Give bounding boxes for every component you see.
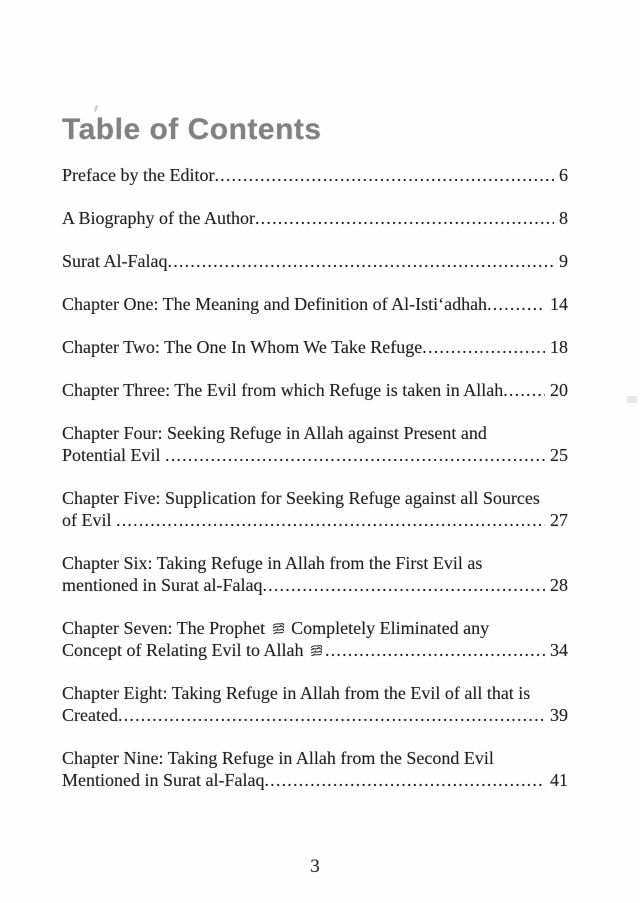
dot-leader xyxy=(214,164,554,186)
dot-leader xyxy=(118,704,545,726)
toc-entry-text: Chapter One: The Meaning and Definition of Al-Isti‘adhah xyxy=(62,294,488,314)
dot-leader xyxy=(264,769,545,791)
toc-entry-text: A Biography of the Author xyxy=(62,208,255,228)
toc-page-number: 28 xyxy=(550,575,568,595)
toc-entry-text: Chapter Four: Seeking Refuge in Allah against Present and xyxy=(62,423,487,443)
dot-leader xyxy=(503,379,545,401)
dot-leader xyxy=(487,293,545,315)
footer-page-number: 3 xyxy=(310,856,320,877)
toc-entry-line xyxy=(62,617,568,639)
toc-page-number: 20 xyxy=(550,380,568,400)
dot-leader xyxy=(165,444,545,466)
toc-entry-text: Surat Al-Falaq xyxy=(62,251,168,271)
toc-entry-text: Preface by the Editor xyxy=(62,165,215,185)
dot-leader xyxy=(255,207,554,229)
toc-entry-text: Chapter Six: Taking Refuge in Allah from the First Evil as xyxy=(62,553,483,573)
toc-entry-text: Chapter Two: The One In Whom We Take Refuge xyxy=(62,337,423,357)
toc-entry xyxy=(62,617,568,661)
dot-leader xyxy=(262,574,545,596)
dot-leader xyxy=(116,509,545,531)
toc-entry-line xyxy=(62,769,568,791)
toc-page-number: 8 xyxy=(559,208,568,228)
scan-artifact xyxy=(627,396,637,403)
toc-entry-line xyxy=(62,422,568,444)
toc-entry-text: Chapter Five: Supplication for Seeking Refuge against all Sources xyxy=(62,488,540,508)
toc-list xyxy=(62,164,568,791)
toc-entry-line xyxy=(62,379,568,401)
toc-page-number: 27 xyxy=(550,510,568,530)
toc-entry-line xyxy=(62,444,568,466)
toc-entry-text: Concept of Relating Evil to Allah xyxy=(62,639,325,661)
toc-page-number: 25 xyxy=(550,445,568,465)
toc-page-number: 39 xyxy=(550,705,568,725)
toc-entry-text: mentioned in Surat al-Falaq xyxy=(62,575,263,595)
toc-entry-text: Chapter Seven: The Prophet Completely Eliminated any xyxy=(62,618,490,638)
toc-entry-text: Chapter Three: The Evil from which Refuge is taken in Allah xyxy=(62,380,504,400)
toc-entry-text: Potential Evil xyxy=(62,445,165,465)
toc-entry xyxy=(62,293,568,315)
toc-entry xyxy=(62,747,568,791)
toc-entry-line xyxy=(62,293,568,315)
allah-honorific-calligraphy-icon xyxy=(310,640,323,653)
toc-entry-line xyxy=(62,639,568,661)
toc-entry-line xyxy=(62,747,568,769)
toc-entry-line xyxy=(62,704,568,726)
dot-leader xyxy=(325,639,545,661)
toc-page-number: 34 xyxy=(550,640,568,660)
toc-entry xyxy=(62,487,568,531)
toc-entry-text: Created xyxy=(62,705,118,725)
toc-page-number: 14 xyxy=(550,294,568,314)
toc-entry-line xyxy=(62,574,568,596)
toc-entry xyxy=(62,250,568,272)
toc-entry xyxy=(62,422,568,466)
dot-leader xyxy=(168,250,555,272)
toc-entry xyxy=(62,379,568,401)
toc-entry-line xyxy=(62,207,568,229)
page-title: Table of Contents xyxy=(62,113,322,146)
toc-page-number: 9 xyxy=(559,251,568,271)
toc-entry xyxy=(62,682,568,726)
toc-entry-line xyxy=(62,552,568,574)
toc-page-number: 18 xyxy=(550,337,568,357)
toc-entry xyxy=(62,336,568,358)
toc-page-number: 6 xyxy=(559,165,568,185)
toc-entry-text: Mentioned in Surat al-Falaq xyxy=(62,770,265,790)
toc-page-number: 41 xyxy=(550,770,568,790)
toc-entry-text: of Evil xyxy=(62,510,116,530)
toc-entry xyxy=(62,164,568,186)
toc-entry-line xyxy=(62,336,568,358)
toc-entry-line xyxy=(62,682,568,704)
toc-entry-text: Chapter Nine: Taking Refuge in Allah from the Second Evil xyxy=(62,748,494,768)
toc-entry-line xyxy=(62,250,568,272)
toc-entry-line xyxy=(62,164,568,186)
dot-leader xyxy=(422,336,545,358)
toc-entry xyxy=(62,552,568,596)
toc-entry-line xyxy=(62,509,568,531)
toc-entry-text: Chapter Eight: Taking Refuge in Allah from the Evil of all that is xyxy=(62,683,531,703)
prophet-honorific-calligraphy-icon xyxy=(272,618,285,631)
toc-entry xyxy=(62,207,568,229)
toc-entry-line xyxy=(62,487,568,509)
